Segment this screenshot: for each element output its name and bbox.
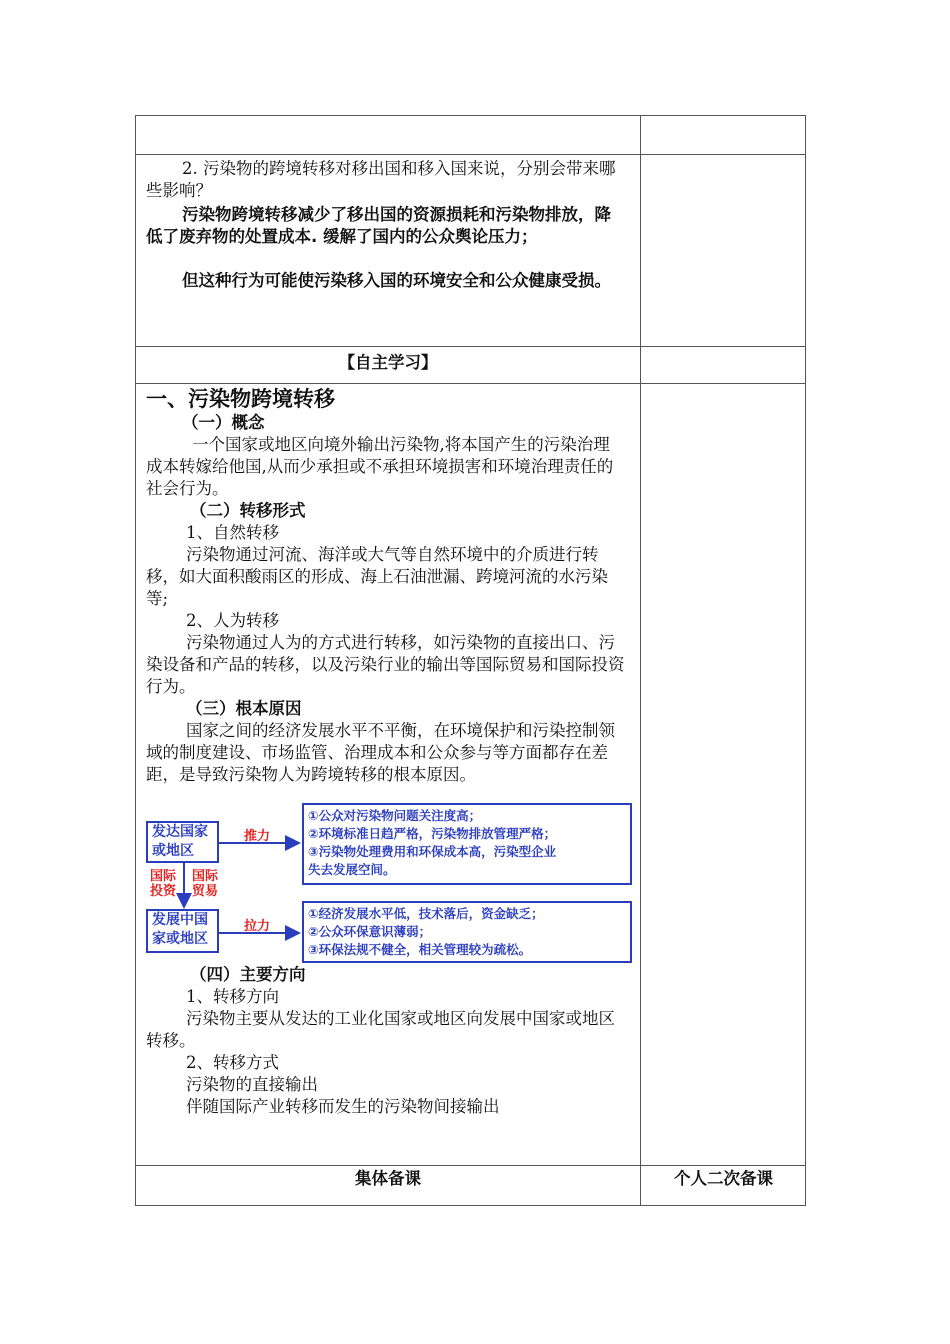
developed-label-1: 发达国家 [152, 824, 208, 840]
developing-country-box [146, 909, 219, 953]
developing-label-2: 家或地区 [152, 931, 208, 947]
pull-item: ②公众环保意识薄弱； [308, 924, 432, 939]
investment-label-1: 国际 [150, 869, 177, 884]
concept-text: 一个国家或地区向境外输出污染物,将本国产生的污染治理成本转嫁给他国,从而少承担或不承担环境损害和环境治理责任的社会行为。 [146, 435, 614, 498]
self-study-header: 【自主学习】 [338, 353, 438, 372]
push-item: ①公众对污染物问题关注度高； [308, 808, 482, 823]
form2-text: 污染物通过人为的方式进行转移，如污染物的直接出口、污染设备和产品的转移，以及污染行业的输出等国际贸易和国际投资行为。 [146, 633, 625, 696]
cause-heading: （三）根本原因 [186, 699, 302, 718]
dir2-line2: 伴随国际产业转移而发生的污染物间接输出 [186, 1097, 500, 1116]
direction-heading: （四）主要方向 [190, 965, 306, 984]
row-divider [136, 154, 805, 155]
form2-title: 2、人为转移 [186, 611, 279, 630]
column-divider [640, 116, 641, 1205]
lesson-table [135, 115, 806, 1206]
row-divider [136, 383, 805, 384]
question-cell [146, 158, 626, 292]
row-divider [136, 346, 805, 347]
push-factors-box [302, 803, 632, 885]
investment-label-2: 投资 [150, 884, 177, 899]
trade-label-2: 贸易 [192, 884, 219, 899]
personal-prep-cell [641, 1167, 806, 1205]
transfer-diagram [144, 803, 634, 965]
personal-prep-label: 个人二次备课 [674, 1169, 773, 1188]
form1-title: 1、自然转移 [186, 523, 279, 542]
question-text: 2. 污染物的跨境转移对移出国和移入国来说，分别会带来哪些影响？ [146, 159, 616, 200]
push-item: 失去发展空间。 [308, 862, 396, 877]
pull-item: ①经济发展水平低，技术落后，资金缺乏； [308, 906, 544, 921]
developed-country-box [146, 821, 219, 863]
answer-paragraph-1: 污染物跨境转移减少了移出国的资源损耗和污染物排放，降低了废弃物的处置成本. 缓解了国内的公众舆论压力； [146, 205, 611, 246]
pull-item: ③环保法规不健全，相关管理较为疏松。 [308, 942, 532, 957]
dir2-line1: 污染物的直接输出 [186, 1075, 318, 1094]
collective-prep-label: 集体备课 [355, 1169, 421, 1188]
dir1-text: 污染物主要从发达的工业化国家或地区向发展中国家或地区转移。 [146, 1009, 615, 1050]
section-content [146, 386, 626, 786]
investment-label [150, 869, 176, 899]
trade-label [192, 869, 218, 899]
concept-heading: （一）概念 [182, 413, 265, 432]
row-divider [136, 1165, 805, 1166]
forms-heading: （二）转移形式 [190, 501, 306, 520]
pull-label: 拉力 [244, 919, 271, 934]
push-item: ②环境标准日趋严格，污染物排放管理严格； [308, 826, 557, 841]
answer-paragraph-2: 但这种行为可能使污染移入国的环境安全和公众健康受损。 [182, 271, 611, 290]
cause-text: 国家之间的经济发展水平不平衡，在环境保护和污染控制领域的制度建设、市场监管、治理成本和公众参与等方面都存在差距，是导致污染物人为跨境转移的根本原因。 [146, 721, 615, 784]
push-label: 推力 [244, 829, 271, 844]
direction-content [146, 964, 626, 1118]
section-title: 一、污染物跨境转移 [146, 387, 335, 411]
developed-label-2: 或地区 [152, 843, 194, 859]
collective-prep-cell [136, 1167, 640, 1205]
developing-label-1: 发展中国 [152, 912, 208, 928]
pull-factors-box [302, 901, 632, 963]
self-study-header-cell [136, 348, 640, 382]
push-item: ③污染物处理费用和环保成本高，污染型企业 [308, 844, 557, 859]
dir2-title: 2、转移方式 [186, 1053, 279, 1072]
trade-label-1: 国际 [192, 869, 219, 884]
dir1-title: 1、转移方向 [186, 987, 279, 1006]
form1-text: 污染物通过河流、海洋或大气等自然环境中的介质进行转移，如大面积酸雨区的形成、海上石油泄漏、跨境河流的水污染等; [146, 545, 608, 608]
